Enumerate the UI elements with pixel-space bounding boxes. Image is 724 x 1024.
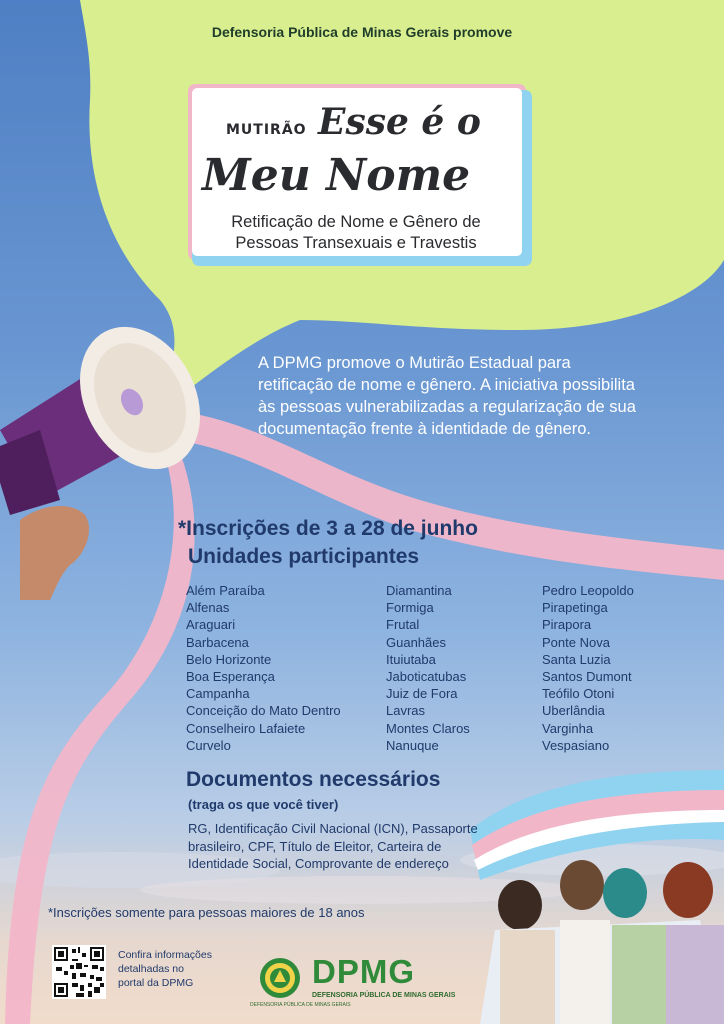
unit-item: Alfenas [186,600,230,616]
intro-line-2: retificação de nome e gênero. A iniciativa possibilita [258,376,635,394]
unit-item: Frutal [386,617,420,633]
unit-item: Araguari [186,617,236,633]
documents-line-2: brasileiro, CPF, Título de Eleitor, Carteira de [188,838,442,854]
unit-item: Teófilo Otoni [542,686,615,702]
subtitle [188,212,524,254]
unit-item: Santa Luzia [542,651,611,667]
intro-line-3: às pessoas vulnerabilizadas a regularização de sua [258,398,636,416]
registration-dates: *Inscrições de 3 a 28 de junho [178,517,478,540]
intro-line-4: documentação frente à identidade de gênero. [258,420,591,438]
unit-item: Pirapora [542,617,592,633]
seal-caption: DEFENSORIA PÚBLICA DE MINAS GERAIS [250,1002,351,1008]
unit-item: Belo Horizonte [186,651,272,667]
qr-code-icon[interactable] [52,945,106,999]
hand-illustration [20,506,89,600]
title-line-2: Meu Nome [202,150,471,201]
title-kicker: MUTIRÃO [226,122,307,138]
unit-item: Santos Dumont [542,669,632,685]
unit-item: Ponte Nova [542,634,610,650]
documents-line-3: Identidade Social, Comprovante de endereço [188,856,449,872]
promoter-text: Defensoria Pública de Minas Gerais promove [211,24,513,40]
unit-item: Conselheiro Lafaiete [186,720,306,736]
qr-caption-line-2: detalhadas no [118,963,184,975]
unit-item: Uberlândia [542,703,605,719]
unit-item: Conceição do Mato Dentro [186,703,341,719]
unit-item: Além Paraíba [186,583,265,598]
units-column-2 [386,582,470,754]
unit-item: Boa Esperança [186,669,275,685]
unit-item: Ituiutaba [386,651,436,667]
unit-item: Pirapetinga [542,600,608,616]
unit-item: Jaboticatubas [386,669,467,685]
qr-caption-line-1: Confira informações [118,949,212,961]
documents-list [188,820,478,873]
unit-item: Montes Claros [386,720,470,736]
unit-item: Curvelo [186,737,231,753]
subtitle-line-1: Retificação de Nome e Gênero de [231,213,481,231]
documents-line-1: RG, Identificação Civil Nacional (ICN), Passaporte [188,821,478,836]
units-heading: Unidades participantes [188,545,420,568]
intro-line-1: A DPMG promove o Mutirão Estadual para [258,354,571,372]
unit-item: Barbacena [186,634,249,650]
intro-paragraph [258,352,698,440]
documents-heading: Documentos necessários [186,768,441,791]
units-column-1 [186,582,341,754]
dpmg-seal-icon [258,956,302,1000]
unit-item: Guanhães [386,634,446,650]
units-column-3 [542,582,634,754]
unit-item: Campanha [186,686,250,702]
unit-item: Varginha [542,720,594,736]
unit-item: Pedro Leopoldo [542,583,634,598]
dpmg-logo-subtext: DEFENSORIA PÚBLICA DE MINAS GERAIS [312,992,456,999]
people-illustration [480,860,724,1024]
title-line-1: Esse é o [318,101,481,143]
documents-subheading: (traga os que você tiver) [188,797,339,812]
qr-caption-line-3: portal da DPMG [118,977,194,989]
qr-caption [118,948,228,990]
age-note: *Inscrições somente para pessoas maiores de 18 anos [48,905,365,920]
dpmg-logo: DPMG [312,953,415,990]
subtitle-line-2: Pessoas Transexuais e Travestis [235,234,477,252]
unit-item: Lavras [386,703,426,719]
unit-item: Diamantina [386,583,452,598]
unit-item: Nanuque [386,737,439,753]
unit-item: Juiz de Fora [386,686,458,702]
unit-item: Vespasiano [542,737,610,753]
unit-item: Formiga [386,600,434,616]
